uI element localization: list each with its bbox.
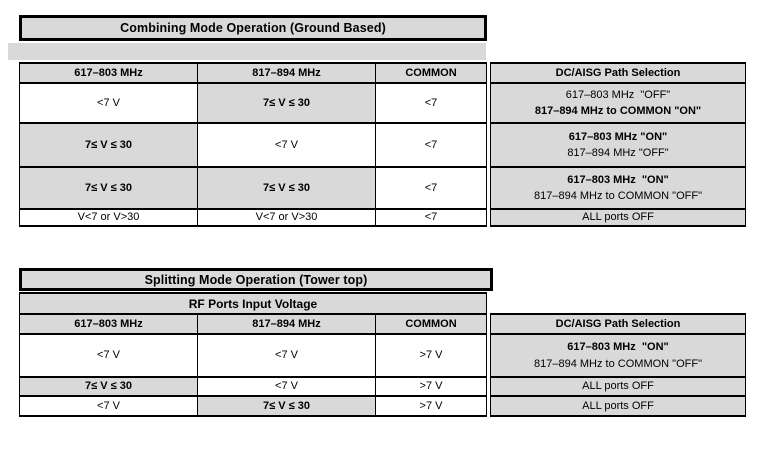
splitting-dc-cell	[491, 378, 745, 395]
combining-cell-617: V<7 or V>30	[20, 210, 197, 225]
dc-path-line: 817–894 MHz to COMMON "OFF"	[534, 190, 702, 202]
combining-dc-cell	[491, 124, 745, 166]
dc-path-line: ALL ports OFF	[582, 399, 654, 412]
dc-path-line: ALL ports OFF	[582, 380, 654, 393]
splitting-cell-common: >7 V	[376, 397, 486, 415]
splitting-header-817: 817–894 MHz	[198, 315, 375, 333]
splitting-header-617: 617–803 MHz	[20, 315, 197, 333]
combining-cell-617: 7≤ V ≤ 30	[20, 124, 197, 166]
dc-path-line: 817–894 MHz "OFF"	[567, 147, 669, 159]
splitting-cell-617: 7≤ V ≤ 30	[20, 378, 197, 395]
splitting-subtitle: RF Ports Input Voltage	[20, 294, 486, 313]
splitting-cell-617: <7 V	[20, 397, 197, 415]
dc-path-line: 617–803 MHz "ON"	[567, 341, 669, 353]
dc-path-line: 617–803 MHz "ON"	[567, 173, 669, 186]
splitting-cell-common: >7 V	[376, 378, 486, 395]
combining-cell-617: <7 V	[20, 84, 197, 122]
splitting-cell-common: >7 V	[376, 335, 486, 376]
combining-header-817: 817–894 MHz	[198, 64, 375, 82]
combining-dc-grid	[490, 62, 746, 227]
combining-cell-common: <7	[376, 84, 486, 122]
combining-table-title: Combining Mode Operation (Ground Based)	[19, 15, 487, 41]
combining-header-common: COMMON	[376, 64, 486, 82]
splitting-cell-817: <7 V	[198, 378, 375, 395]
dc-path-line: 817–894 MHz to COMMON "ON"	[534, 105, 702, 117]
splitting-dc-grid	[490, 313, 746, 417]
combining-cell-617: 7≤ V ≤ 30	[20, 168, 197, 208]
splitting-dc-cell	[491, 397, 745, 415]
combining-dc-cell	[491, 168, 745, 208]
combining-cell-common: <7	[376, 168, 486, 208]
combining-dc-cell	[491, 210, 745, 225]
combining-dc-cell	[491, 84, 745, 122]
splitting-cell-817: 7≤ V ≤ 30	[198, 397, 375, 415]
combining-cell-817: 7≤ V ≤ 30	[198, 168, 375, 208]
dc-path-line: 817–894 MHz to COMMON "OFF"	[534, 357, 702, 370]
combining-cell-common: <7	[376, 210, 486, 225]
dc-path-line: 617–803 MHz "ON"	[568, 130, 668, 143]
combining-voltage-grid	[19, 62, 487, 227]
splitting-header-common: COMMON	[376, 315, 486, 333]
combining-cell-817: V<7 or V>30	[198, 210, 375, 225]
combining-cell-817: <7 V	[198, 124, 375, 166]
splitting-voltage-grid	[19, 292, 487, 417]
combining-header-617: 617–803 MHz	[20, 64, 197, 82]
splitting-cell-617: <7 V	[20, 335, 197, 376]
splitting-table-title: Splitting Mode Operation (Tower top)	[19, 268, 493, 291]
combining-cell-817: 7≤ V ≤ 30	[198, 84, 375, 122]
combining-cell-common: <7	[376, 124, 486, 166]
splitting-cell-817: <7 V	[198, 335, 375, 376]
splitting-dc-cell	[491, 335, 745, 376]
combining-dc-header: DC/AISG Path Selection	[491, 64, 745, 82]
dc-path-line: ALL ports OFF	[582, 211, 654, 224]
combining-blank-row	[8, 43, 486, 60]
splitting-dc-header: DC/AISG Path Selection	[491, 315, 745, 333]
dc-path-line: 617–803 MHz "OFF"	[565, 88, 671, 101]
